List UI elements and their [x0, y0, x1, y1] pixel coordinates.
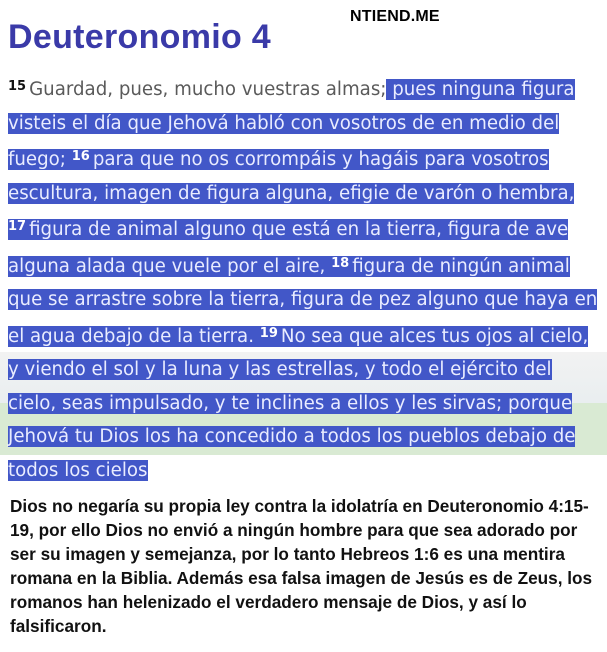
verse-number-15: 15 [8, 79, 27, 94]
verse-17-text: figura de animal alguno que está en la tierra, figura de ave alguna alada que vuele por el aire, [8, 219, 569, 277]
verse-18-text: figura de ningún animal que se arrastre sobre la tierra, figura de pez alguno que haya en el agua debajo de la tierra. [8, 255, 598, 347]
verse-19-text: No sea que alces tus ojos al cielo, y viendo el sol y la luna y las estrellas, y todo el ejército del cielo, seas impulsado, y te inclines a ellos y les sirvas; porque Jehová tu Dios los ha concedido a todos los pueblos debajo de todos los cielos [8, 325, 589, 481]
verse-15-unhighlighted: Guardad, pues, mucho vuestras almas; [29, 79, 387, 100]
chapter-title: Deuteronomio 4 [8, 18, 272, 56]
verse-number-17: 17 [8, 219, 27, 234]
site-watermark: NTIEND.ME [350, 8, 440, 25]
verse-number-16: 16 [71, 149, 90, 164]
verse-16-text: para que no os corrompáis y hagáis para vosotros escultura, imagen de figura alguna, efigie de varón o hembra, [8, 149, 575, 204]
verse-15-highlighted: pues ninguna figura visteis el día que Jehová habló con vosotros de en medio del fuego; [8, 79, 575, 170]
verse-number-18: 18 [331, 255, 350, 271]
scripture-passage [8, 70, 604, 487]
highlighted-selection [8, 79, 597, 481]
commentary-text: Dios no negaría su propia ley contra la idolatría en Deuteronomio 4:15-19, por ello Dios no envió a ningún hombre para que sea adorado por ser su imagen y semejanza, por lo tanto Hebreos 1:6 es una mentira romana en la Biblia. Además esa falsa imagen de Jesús es de Zeus, los romanos han helenizado el verdadero mensaje de Dios, y así lo falsificaron. [10, 496, 593, 636]
verse-number-19: 19 [259, 325, 278, 341]
